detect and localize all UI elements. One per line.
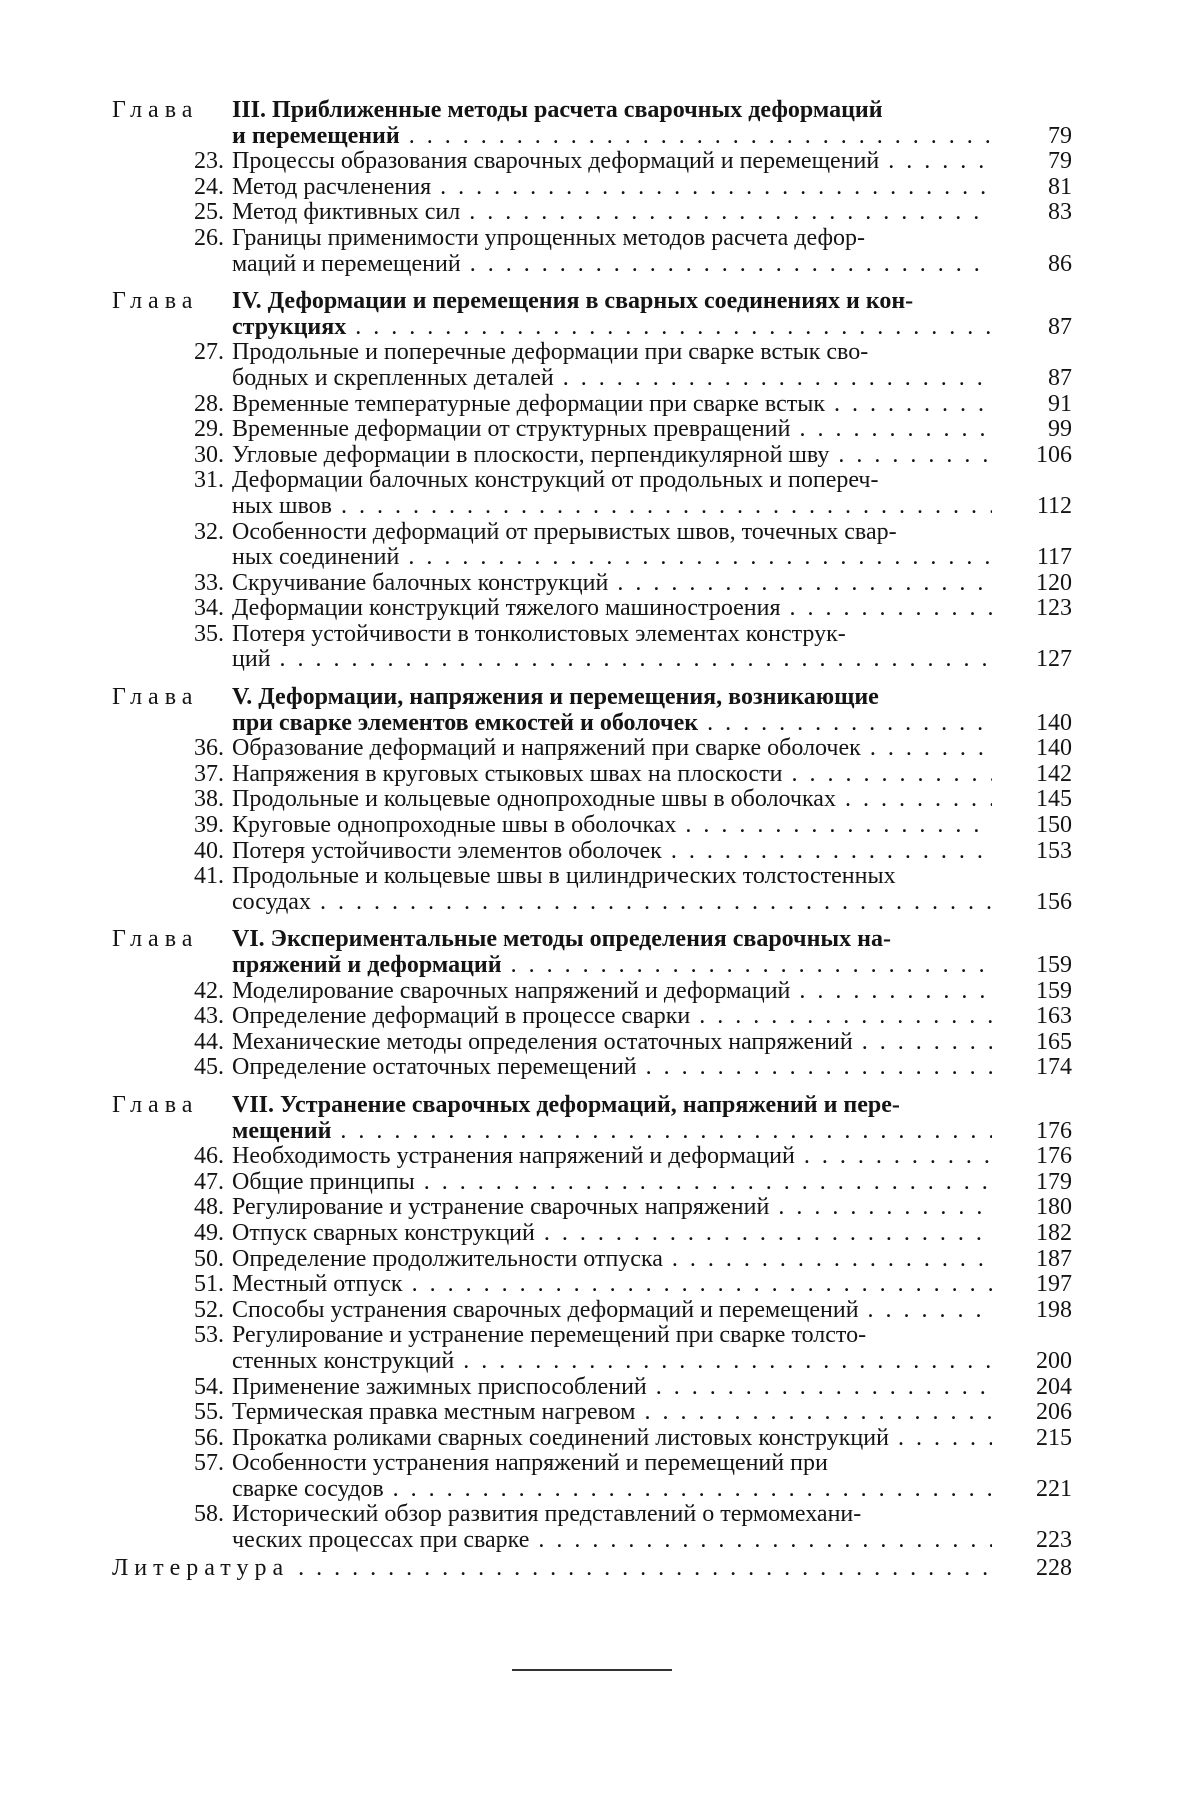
section-row <box>112 175 1072 201</box>
chapter-title-line: III. Приближенные методы расчета сварочных деформаций <box>232 98 883 123</box>
chapter-title-line: VII. Устранение сварочных деформаций, напряжений и пере- <box>232 1092 900 1118</box>
section-title-line: Напряжения в круговых стыковых швах на плоскости . . . <box>232 762 992 788</box>
section-row <box>112 468 1072 519</box>
section-title-line: Местный отпуск . . . <box>232 1272 992 1298</box>
section-page: 123 <box>1036 595 1072 622</box>
section-number: 58. <box>194 1501 224 1528</box>
section-title <box>232 736 992 762</box>
section-title-line: Процессы образования сварочных деформаций и перемещений . . . <box>232 149 992 175</box>
table-of-contents <box>112 98 1072 1581</box>
section-title-line: Необходимость устранения напряжений и деформаций . . . <box>232 1144 992 1170</box>
section-title <box>232 979 992 1005</box>
section-number: 51. <box>194 1271 224 1298</box>
section-number: 27. <box>194 339 224 366</box>
section-page: 120 <box>1036 569 1072 596</box>
section-number: 40. <box>194 837 224 864</box>
section-title <box>232 864 992 915</box>
section-page: 179 <box>1036 1168 1072 1195</box>
section-title-line: ческих процессах при сварке . . . <box>232 1528 992 1554</box>
chapter-row <box>112 1093 1072 1144</box>
section-row <box>112 1502 1072 1553</box>
section-title-line: сварке сосудов . . . <box>232 1477 992 1503</box>
section-title-line: Метод фиктивных сил . . . <box>232 200 992 226</box>
section-title <box>232 443 992 469</box>
section-page: 83 <box>1048 199 1072 226</box>
chapter-title-line: VI. Экспериментальные методы определения сварочных на- <box>232 927 891 953</box>
chapter-page: 140 <box>1036 709 1072 736</box>
section-title <box>232 417 992 443</box>
section-page: 198 <box>1036 1296 1072 1323</box>
section-row <box>112 813 1072 839</box>
chapter-title-line: IV. Деформации и перемещения в сварных соединениях и кон- <box>232 289 914 315</box>
section-page: 215 <box>1036 1424 1072 1451</box>
section-number: 44. <box>194 1028 224 1055</box>
section-row <box>112 762 1072 788</box>
chapter-title-line: струкциях . . . <box>232 315 992 341</box>
section-page: 156 <box>1036 888 1072 915</box>
section-page: 145 <box>1036 786 1072 813</box>
chapter-title-line: мещений . . . <box>232 1119 992 1145</box>
section-title-line: Исторический обзор развития представлений о термомехани- <box>232 1502 862 1528</box>
section-number: 26. <box>194 224 224 251</box>
section-number: 35. <box>194 620 224 647</box>
section-page: 79 <box>1048 148 1072 175</box>
section-title <box>232 1451 992 1502</box>
section-page: 180 <box>1036 1194 1072 1221</box>
section-title <box>232 1272 992 1298</box>
section-title <box>232 1030 992 1056</box>
chapter-page: 87 <box>1048 313 1072 340</box>
section-title-line: Продольные и кольцевые однопроходные швы в оболочках . . . <box>232 787 992 813</box>
section-title <box>232 200 992 226</box>
section-page: 99 <box>1048 416 1072 443</box>
section-number: 38. <box>194 786 224 813</box>
section-number: 47. <box>194 1168 224 1195</box>
section-title <box>232 596 992 622</box>
section-page: 153 <box>1036 837 1072 864</box>
section-row <box>112 1221 1072 1247</box>
section-page: 112 <box>1036 492 1072 519</box>
section-row <box>112 864 1072 915</box>
chapter-row <box>112 289 1072 340</box>
section-title-line: бодных и скрепленных деталей . . . <box>232 366 992 392</box>
section-title <box>232 787 992 813</box>
section-title-line: Границы применимости упрощенных методов расчета дефор- <box>232 225 865 251</box>
section-number: 43. <box>194 1003 224 1030</box>
section-row <box>112 392 1072 418</box>
section-number: 36. <box>194 735 224 762</box>
section-title <box>232 622 992 673</box>
section-number: 49. <box>194 1219 224 1246</box>
section-title-line: Временные температурные деформации при сварке встык . . . <box>232 392 992 418</box>
section-number: 33. <box>194 569 224 596</box>
section-row <box>112 736 1072 762</box>
section-page: 87 <box>1048 364 1072 391</box>
section-title <box>232 813 992 839</box>
section-title-line: Общие принципы . . . <box>232 1170 992 1196</box>
chapter-title-line: и перемещений . . . <box>232 124 992 150</box>
section-row <box>112 1323 1072 1374</box>
section-title-line: Регулирование и устранение сварочных напряжений . . . <box>232 1195 992 1221</box>
chapter-label: Глава <box>112 684 199 711</box>
section-title <box>232 1170 992 1196</box>
literature-row <box>112 1556 1072 1582</box>
section-title <box>232 1195 992 1221</box>
section-page: 200 <box>1036 1347 1072 1374</box>
chapter-title <box>232 685 992 736</box>
end-rule <box>512 1669 672 1671</box>
section-row <box>112 787 1072 813</box>
section-page: 174 <box>1036 1054 1072 1081</box>
section-number: 42. <box>194 977 224 1004</box>
section-title-line: Термическая правка местным нагревом . . . <box>232 1400 992 1426</box>
chapter-title-line: V. Деформации, напряжения и перемещения, возникающие <box>232 685 879 711</box>
section-number: 50. <box>194 1245 224 1272</box>
chapter-label: Глава <box>112 1091 199 1118</box>
section-title <box>232 1323 992 1374</box>
section-row <box>112 622 1072 673</box>
literature-label <box>112 1556 992 1582</box>
section-title-line: Механические методы определения остаточных напряжений . . . <box>232 1030 992 1056</box>
section-title <box>232 392 992 418</box>
section-row <box>112 1004 1072 1030</box>
section-title-line: Отпуск сварных конструкций . . . <box>232 1221 992 1247</box>
literature-label-text: Литература . . . <box>112 1556 992 1582</box>
section-title <box>232 149 992 175</box>
chapter-row <box>112 685 1072 736</box>
section-row <box>112 149 1072 175</box>
chapter-label: Глава <box>112 97 199 123</box>
section-page: 206 <box>1036 1399 1072 1426</box>
section-number: 52. <box>194 1296 224 1323</box>
section-page: 91 <box>1048 390 1072 417</box>
section-title <box>232 1298 992 1324</box>
section-page: 81 <box>1048 173 1072 200</box>
section-title <box>232 762 992 788</box>
section-row <box>112 226 1072 277</box>
section-number: 32. <box>194 518 224 545</box>
section-title-line: сосудах . . . <box>232 890 992 916</box>
section-title <box>232 1004 992 1030</box>
chapter-title <box>232 927 992 978</box>
section-title-line: Применение зажимных приспособлений . . . <box>232 1375 992 1401</box>
section-page: 165 <box>1036 1028 1072 1055</box>
chapter-page: 176 <box>1036 1117 1072 1144</box>
section-title <box>232 340 992 391</box>
section-number: 39. <box>194 812 224 839</box>
section-number: 28. <box>194 390 224 417</box>
section-row <box>112 200 1072 226</box>
section-page: 221 <box>1036 1475 1072 1502</box>
section-title-line: Деформации балочных конструкций от продольных и попереч- <box>232 468 879 494</box>
section-title-line: Особенности деформаций от прерывистых швов, точечных свар- <box>232 519 897 545</box>
section-number: 23. <box>194 148 224 175</box>
section-number: 34. <box>194 595 224 622</box>
section-title <box>232 1055 992 1081</box>
section-number: 41. <box>194 863 224 890</box>
section-title-line: Круговые однопроходные швы в оболочках . . . <box>232 813 992 839</box>
section-title-line: Потеря устойчивости элементов оболочек . . . <box>232 839 992 865</box>
section-title <box>232 1221 992 1247</box>
section-row <box>112 443 1072 469</box>
section-page: 142 <box>1036 760 1072 787</box>
chapter-row <box>112 927 1072 978</box>
section-row <box>112 1170 1072 1196</box>
section-page: 176 <box>1036 1143 1072 1170</box>
section-title-line: Метод расчленения . . . <box>232 175 992 201</box>
chapter-title <box>232 289 992 340</box>
chapter-page: 79 <box>1048 122 1072 149</box>
section-row <box>112 1247 1072 1273</box>
section-page: 159 <box>1036 977 1072 1004</box>
section-number: 56. <box>194 1424 224 1451</box>
chapter-title-line: при сварке элементов емкостей и оболочек . . . <box>232 711 992 737</box>
section-title-line: ций . . . <box>232 647 992 673</box>
chapter-title <box>232 1093 992 1144</box>
section-row <box>112 1055 1072 1081</box>
section-number: 29. <box>194 416 224 443</box>
section-number: 48. <box>194 1194 224 1221</box>
section-page: 86 <box>1048 250 1072 277</box>
section-title <box>232 1375 992 1401</box>
section-title <box>232 226 992 277</box>
section-title-line: Определение остаточных перемещений . . . <box>232 1055 992 1081</box>
section-page: 182 <box>1036 1219 1072 1246</box>
section-number: 30. <box>194 441 224 468</box>
section-row <box>112 340 1072 391</box>
section-row <box>112 1426 1072 1452</box>
section-title-line: Продольные и поперечные деформации при сварке встык сво- <box>232 340 869 366</box>
section-row <box>112 1195 1072 1221</box>
section-row <box>112 571 1072 597</box>
section-page: 106 <box>1036 441 1072 468</box>
section-title-line: Потеря устойчивости в тонколистовых элементах конструк- <box>232 621 846 647</box>
section-row <box>112 1144 1072 1170</box>
section-row <box>112 979 1072 1005</box>
section-row <box>112 839 1072 865</box>
section-title-line: Временные деформации от структурных превращений . . . <box>232 417 992 443</box>
section-title-line: ных соединений . . . <box>232 545 992 571</box>
section-title <box>232 1502 992 1553</box>
section-title-line: Определение деформаций в процессе сварки . . . <box>232 1004 992 1030</box>
section-number: 53. <box>194 1322 224 1349</box>
section-title-line: Угловые деформации в плоскости, перпендикулярной шву . . . <box>232 443 992 469</box>
section-row <box>112 520 1072 571</box>
section-title <box>232 1400 992 1426</box>
section-row <box>112 417 1072 443</box>
section-row <box>112 1298 1072 1324</box>
section-row <box>112 1451 1072 1502</box>
section-row <box>112 1030 1072 1056</box>
chapter-title-line: пряжений и деформаций . . . <box>232 953 992 979</box>
section-title-line: Способы устранения сварочных деформаций и перемещений . . . <box>232 1298 992 1324</box>
section-number: 24. <box>194 173 224 200</box>
section-title-line: Определение продолжительности отпуска . . . <box>232 1247 992 1273</box>
section-page: 117 <box>1036 544 1072 571</box>
section-page: 204 <box>1036 1373 1072 1400</box>
section-title <box>232 571 992 597</box>
section-page: 127 <box>1036 646 1072 673</box>
section-row <box>112 1375 1072 1401</box>
chapter-page: 159 <box>1036 952 1072 978</box>
section-title-line: Продольные и кольцевые швы в цилиндрических толстостенных <box>232 864 896 890</box>
section-number: 55. <box>194 1399 224 1426</box>
section-title-line: Образование деформаций и напряжений при сварке оболочек . . . <box>232 736 992 762</box>
chapter-label: Глава <box>112 926 199 953</box>
section-number: 54. <box>194 1373 224 1400</box>
section-title <box>232 520 992 571</box>
section-title-line: Прокатка роликами сварных соединений листовых конструкций . . . <box>232 1426 992 1452</box>
section-title-line: Особенности устранения напряжений и перемещений при <box>232 1451 828 1477</box>
section-number: 57. <box>194 1450 224 1477</box>
section-title <box>232 839 992 865</box>
section-title-line: Скручивание балочных конструкций . . . <box>232 571 992 597</box>
section-page: 197 <box>1036 1271 1072 1298</box>
section-title <box>232 468 992 519</box>
section-number: 46. <box>194 1143 224 1170</box>
section-row <box>112 1400 1072 1426</box>
section-number: 45. <box>194 1054 224 1081</box>
section-title <box>232 1426 992 1452</box>
section-title <box>232 175 992 201</box>
section-title-line: стенных конструкций . . . <box>232 1349 992 1375</box>
section-title <box>232 1144 992 1170</box>
section-number: 25. <box>194 199 224 226</box>
section-page: 140 <box>1036 735 1072 762</box>
section-page: 163 <box>1036 1003 1072 1030</box>
section-title-line: Деформации конструкций тяжелого машиностроения . . . <box>232 596 992 622</box>
section-page: 223 <box>1036 1527 1072 1554</box>
section-number: 31. <box>194 467 224 494</box>
section-row <box>112 596 1072 622</box>
chapter-title <box>232 98 992 149</box>
chapter-row <box>112 98 1072 149</box>
section-title-line: маций и перемещений . . . <box>232 252 992 278</box>
section-title-line: Регулирование и устранение перемещений при сварке толсто- <box>232 1323 867 1349</box>
section-title <box>232 1247 992 1273</box>
section-page: 187 <box>1036 1245 1072 1272</box>
section-row <box>112 1272 1072 1298</box>
section-title-line: ных швов . . . <box>232 494 992 520</box>
section-title-line: Моделирование сварочных напряжений и деформаций . . . <box>232 979 992 1005</box>
chapter-label: Глава <box>112 288 199 315</box>
literature-page: 228 <box>1036 1554 1072 1581</box>
section-number: 37. <box>194 760 224 787</box>
section-page: 150 <box>1036 812 1072 839</box>
